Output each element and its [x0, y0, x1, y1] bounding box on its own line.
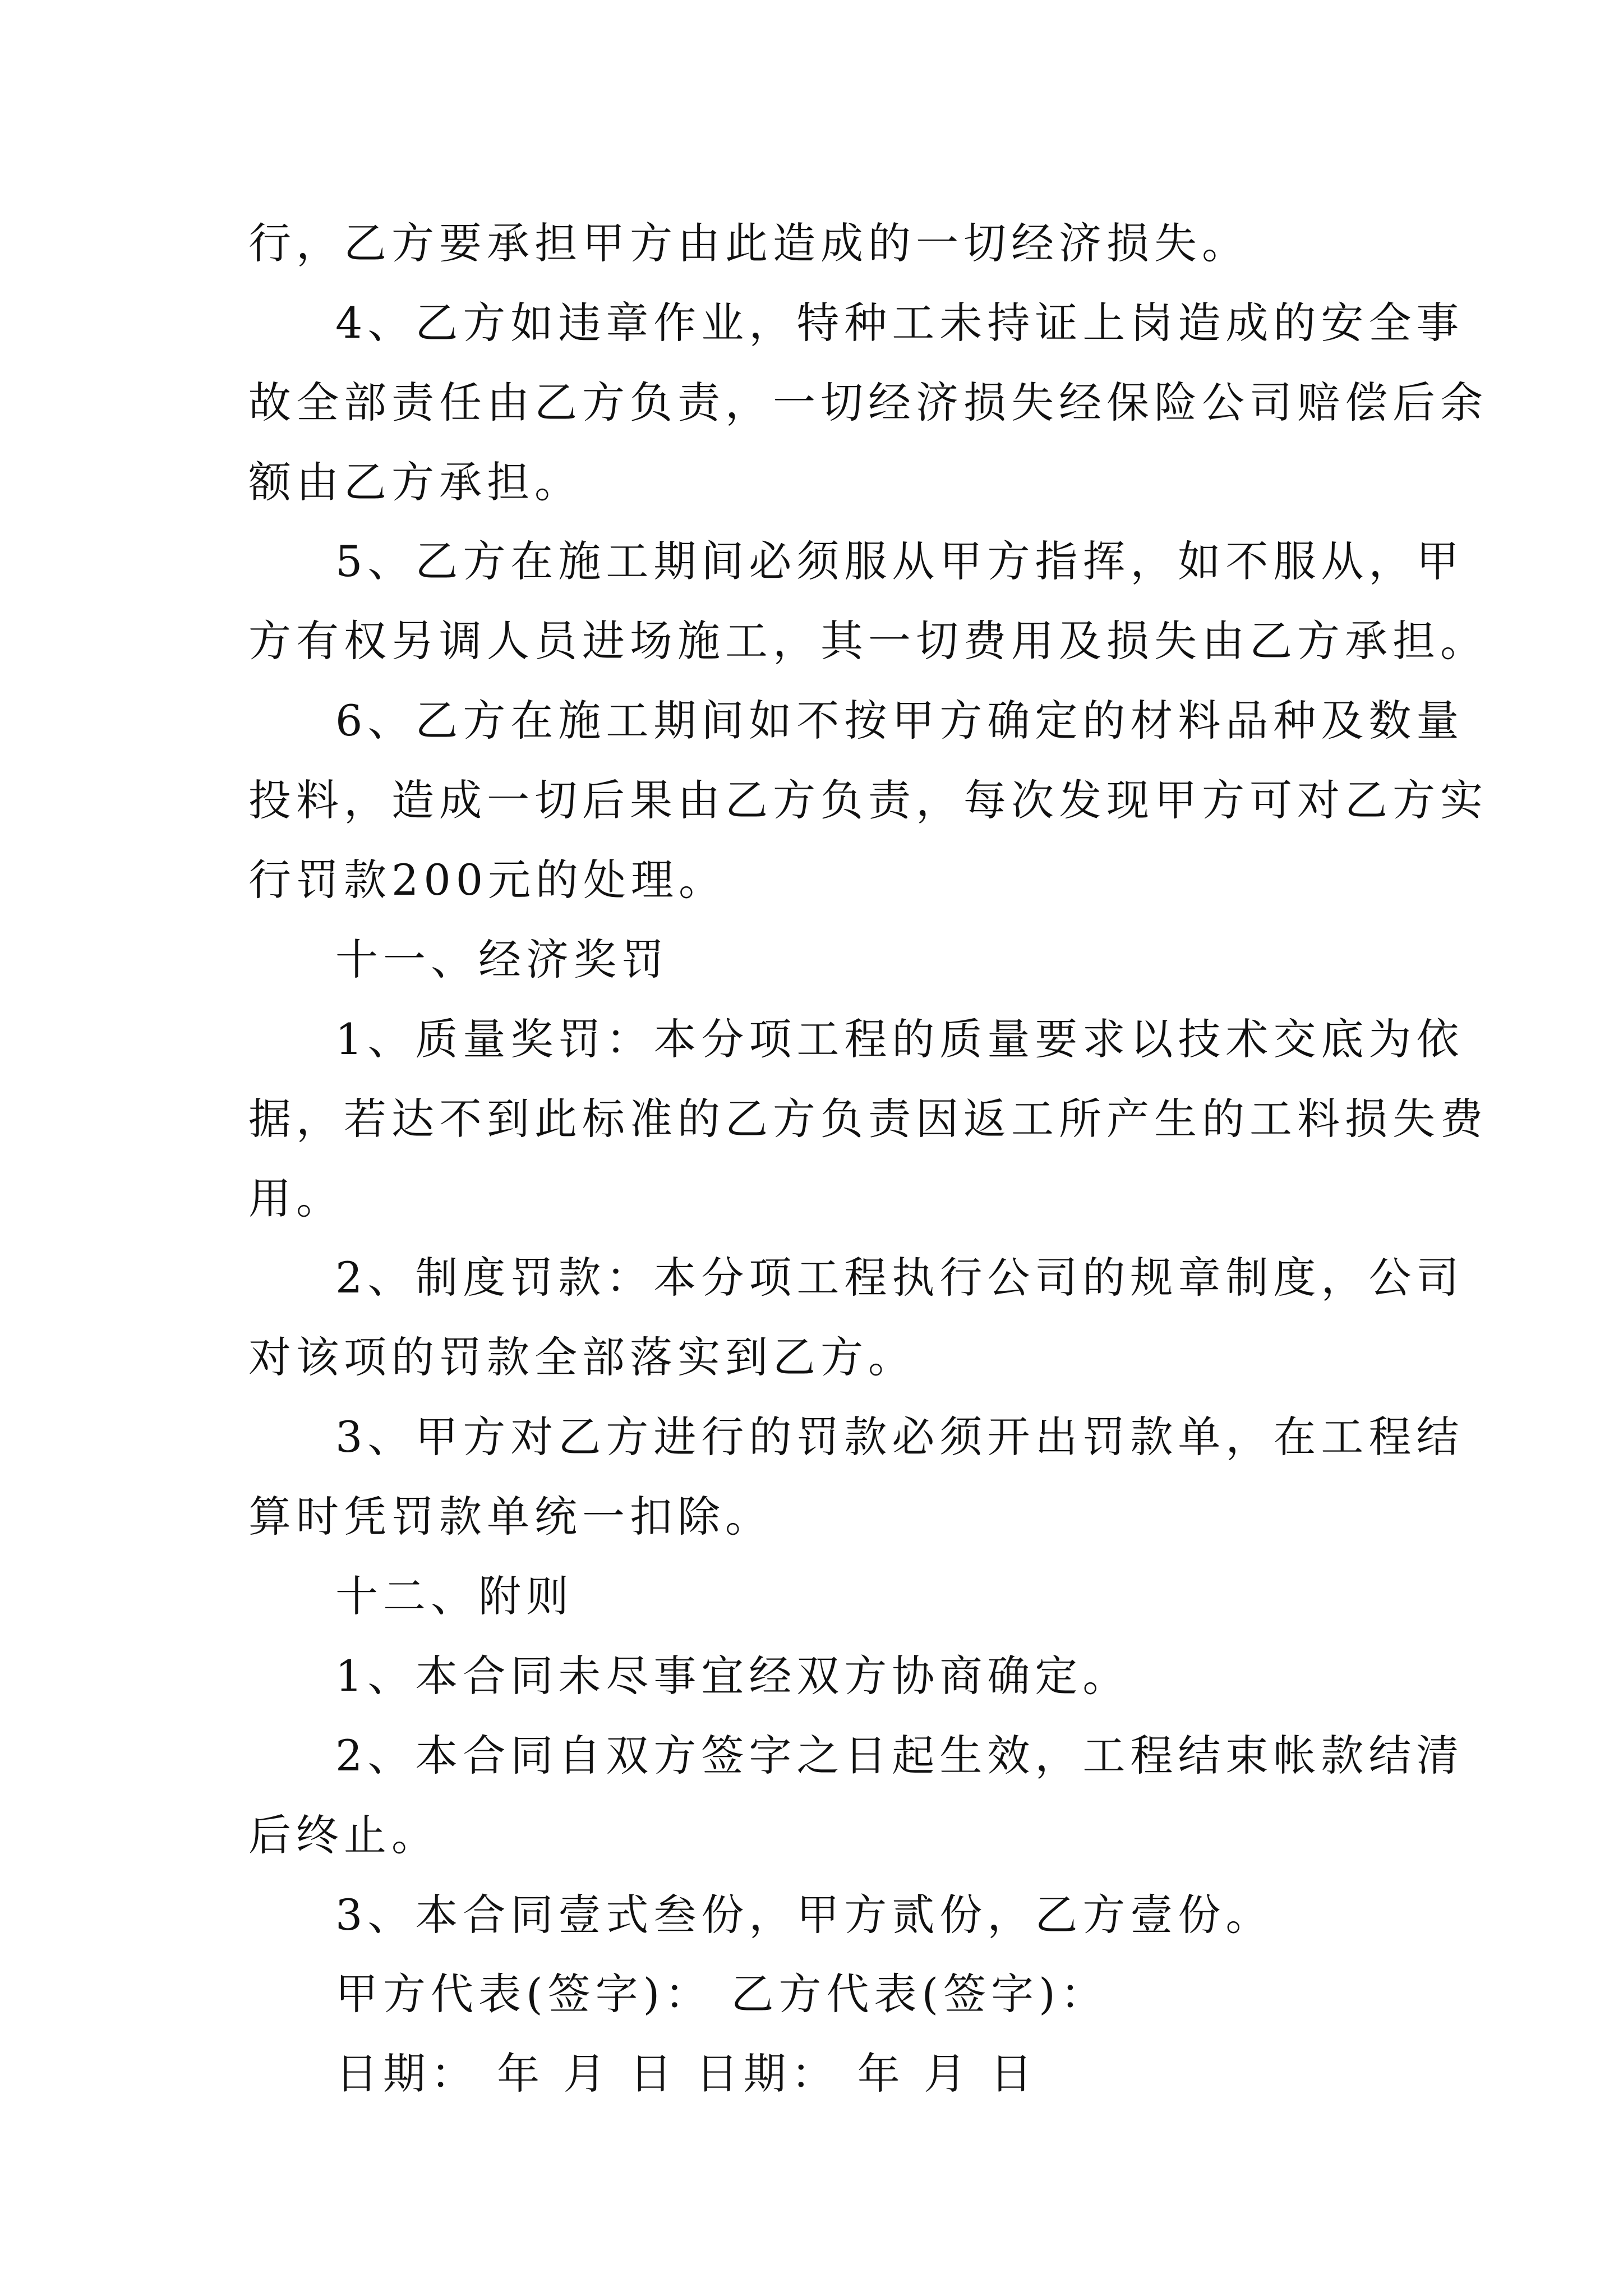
paragraph-line: 行罚款200元的处理。	[248, 855, 727, 905]
clause-2: 2、制度罚款：本分项工程执行公司的规章制度，公司	[335, 1253, 1464, 1303]
paragraph-line: 方有权另调人员进场施工，其一切费用及损失由乙方承担。	[248, 616, 1488, 666]
clause-2: 2、本合同自双方签字之日起生效，工程结束帐款结清	[335, 1731, 1464, 1780]
section-heading-11: 十一、经济奖罚	[335, 935, 669, 984]
paragraph-line: 算时凭罚款单统一扣除。	[248, 1492, 773, 1542]
clause-3: 3、本合同壹式叁份，甲方贰份，乙方壹份。	[335, 1890, 1274, 1940]
paragraph-line: 投料，造成一切后果由乙方负责，每次发现甲方可对乙方实	[248, 775, 1488, 825]
paragraph-line: 用。	[248, 1174, 344, 1223]
section-heading-12: 十二、附则	[335, 1571, 574, 1621]
clause-4: 4、乙方如违章作业，特种工未持证上岗造成的安全事	[335, 298, 1464, 348]
paragraph-line: 行，乙方要承担甲方由此造成的一切经济损失。	[248, 218, 1249, 268]
clause-5: 5、乙方在施工期间必须服从甲方指挥，如不服从，甲	[335, 536, 1464, 586]
clause-1: 1、质量奖罚：本分项工程的质量要求以技术交底为依	[335, 1014, 1464, 1064]
paragraph-line: 额由乙方承担。	[248, 457, 582, 507]
signature-line: 甲方代表(签字)： 乙方代表(签字)：	[335, 1969, 1108, 2019]
paragraph-line: 对该项的罚款全部落实到乙方。	[248, 1332, 916, 1382]
paragraph-line: 据，若达不到此标准的乙方负责因返工所产生的工料损失费	[248, 1094, 1488, 1144]
paragraph-line: 后终止。	[248, 1810, 439, 1860]
date-line: 日期： 年 月 日 日期： 年 月 日	[335, 2049, 1038, 2099]
clause-6: 6、乙方在施工期间如不按甲方确定的材料品种及数量	[335, 696, 1464, 746]
paragraph-line: 故全部责任由乙方负责，一切经济损失经保险公司赔偿后余	[248, 378, 1488, 427]
clause-3: 3、甲方对乙方进行的罚款必须开出罚款单，在工程结	[335, 1412, 1464, 1462]
clause-1: 1、本合同未尽事宜经双方协商确定。	[335, 1651, 1131, 1701]
